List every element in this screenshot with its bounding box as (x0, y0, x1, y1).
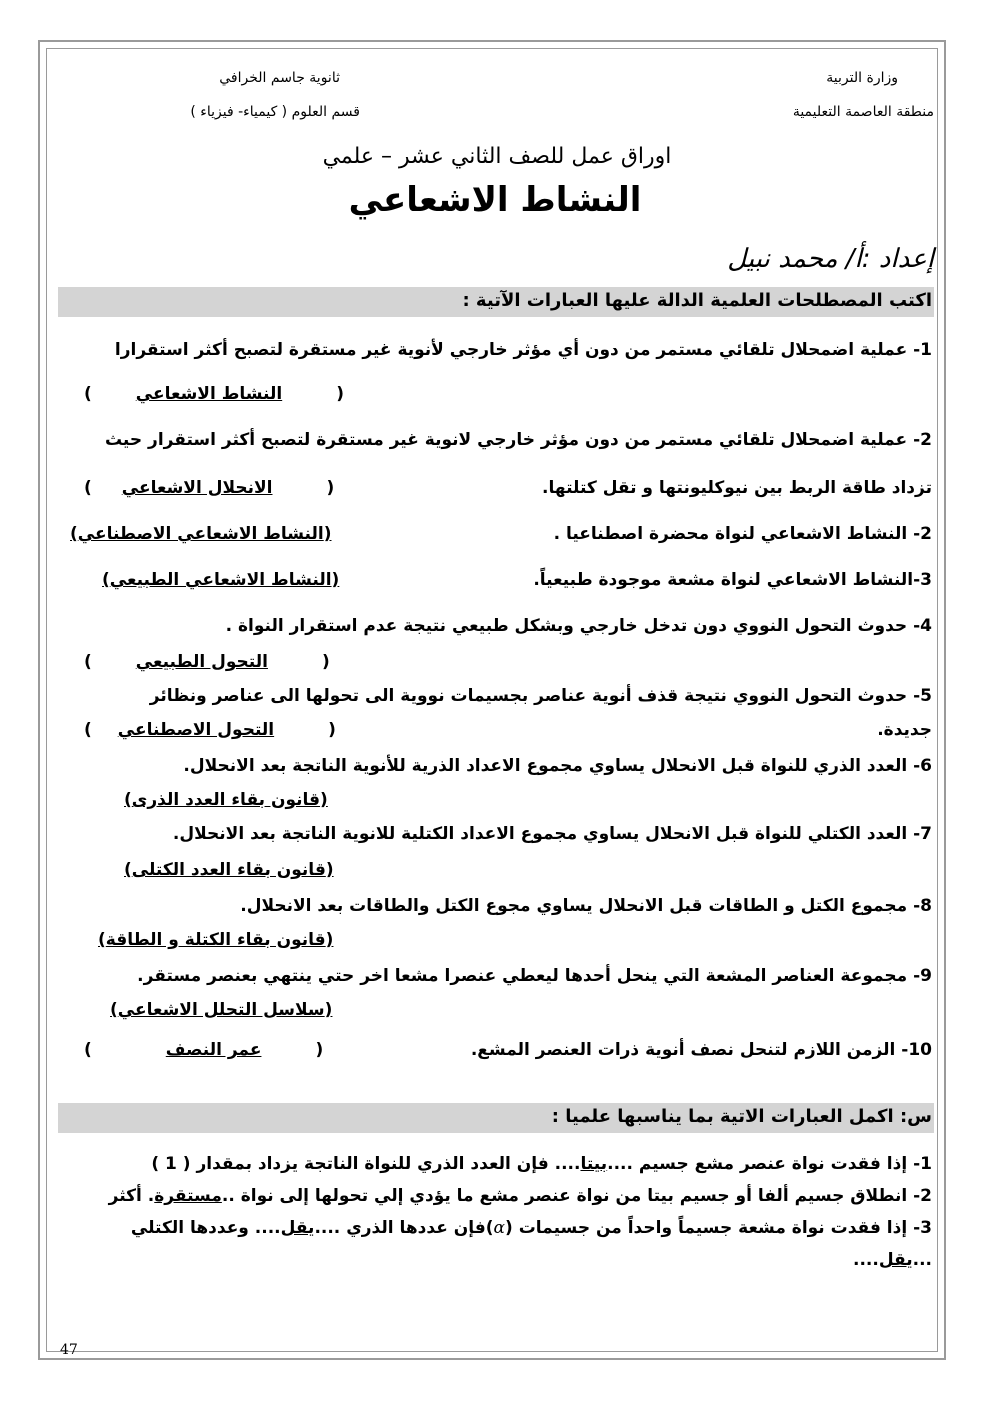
answer-1: ( النشاط الاشعاعي ) (84, 384, 344, 404)
answer-10: (سلاسل التحلل الاشعاعي) (110, 1000, 333, 1020)
alpha-symbol: α (493, 1218, 506, 1238)
term-question-7: 6- العدد الذري للنواة قبل الانحلال يساوي مجموع الاعداد الذرية للأنوية الناتجة بعد الانحلال. (183, 756, 932, 776)
complete-statement-1: 1- إذا فقدت نواة عنصر مشع جسيم ....بيتا.... فإن العدد الذري للنواة الناتجة يزداد بمقدار ( 1 ) (151, 1154, 932, 1174)
answer-11: ( عمر النصف ) (84, 1040, 324, 1060)
term-question-9: 8- مجموع الكتل و الطاقات قبل الانحلال يساوي مجوع الكتل والطاقات بعد الانحلال. (240, 896, 932, 916)
complete-statement-2: 2- انطلاق جسيم ألفا أو جسيم بيتا من نواة عنصر مشع ما يؤدي إلي تحولها إلى نواة ..مستقرة. أكثر (108, 1186, 932, 1206)
answer-9: (قانون بقاء الكتلة و الطاقة) (98, 930, 334, 950)
term-question-5: 4- حدوث التحول النووي دون تدخل خارجي وبشكل طبيعي نتيجة عدم استقرار النواة . (225, 616, 932, 636)
complete-statement-3-cont: ...يقل.... (852, 1250, 932, 1270)
education-zone: منطقة العاصمة التعليمية (792, 104, 934, 120)
term-question-4: 3-النشاط الاشعاعي لنواة مشعة موجودة طبيعياً. (533, 570, 932, 590)
complete-statement-3: 3- إذا فقدت نواة مشعة جسيماً واحداً من جسيمات (α)فإن عددها الذري ....يقل.... وعددها الكتلي (130, 1218, 932, 1238)
term-question-2-line2: تزداد طاقة الربط بين نيوكليونتها و تقل كتلتها. (542, 478, 932, 498)
term-question-1: 1- عملية اضمحلال تلقائي مستمر من دون أي مؤثر خارجي لأنوية غير مستقرة لتصبح أكثر استقرارا (114, 340, 932, 360)
term-question-11: 10- الزمن اللازم لتنحل نصف أنوية ذرات العنصر المشع. (470, 1040, 932, 1060)
answer-5: ( التحول الطبيعي ) (84, 652, 330, 672)
answer-6: ( التحول الاصطناعي ) (84, 720, 336, 740)
section2-heading: س: اكمل العبارات الاتية بما يناسبها علميا : (551, 1106, 932, 1127)
term-question-10: 9- مجموعة العناصر المشعة التي ينحل أحدها ليعطي عنصرا مشعا اخر حتي ينتهي بعنصر مستقر. (137, 966, 932, 986)
term-question-2-line1: 2- عملية اضمحلال تلقائي مستمر من دون مؤثر خارجي لانوية غير مستقرة لتصبح أكثر استقرار حيث (104, 430, 932, 450)
term-question-6-line2: جديدة. (877, 720, 932, 740)
answer-2: ( الانحلال الاشعاعي ) (84, 478, 335, 498)
ministry-name: وزارة التربية (826, 70, 898, 86)
answer-3: (النشاط الاشعاعي الاصطناعي) (70, 524, 332, 544)
section1-heading: اكتب المصطلحات العلمية الدالة عليها العبارات الآتية : (462, 290, 932, 311)
topic-title: النشاط الاشعاعي (348, 180, 642, 220)
author-line: إعداد :أ/ محمد نبيل (727, 244, 934, 274)
answer-4: (النشاط الاشعاعي الطبيعي) (102, 570, 340, 590)
term-question-6-line1: 5- حدوث التحول النووي نتيجة قذف أنوية عناصر بجسيمات نووية الى تحولها الى عناصر ونظائر (149, 686, 932, 706)
department-name: قسم العلوم ( كيمياء- فيزياء ) (190, 104, 360, 120)
answer-7: (قانون بقاء العدد الذرى) (124, 790, 328, 810)
page-number: 47 (60, 1342, 78, 1358)
term-question-8: 7- العدد الكتلي للنواة قبل الانحلال يساوي مجموع الاعداد الكتلية للانوية الناتجة بعد الانحلال. (172, 824, 932, 844)
worksheet-title: اوراق عمل للصف الثاني عشر – علمي (322, 144, 672, 169)
term-question-3: 2- النشاط الاشعاعي لنواة محضرة اصطناعيا . (553, 524, 932, 544)
answer-8: (قانون بقاء العدد الكتلى) (124, 860, 334, 880)
school-name: ثانوية جاسم الخرافي (219, 70, 340, 86)
